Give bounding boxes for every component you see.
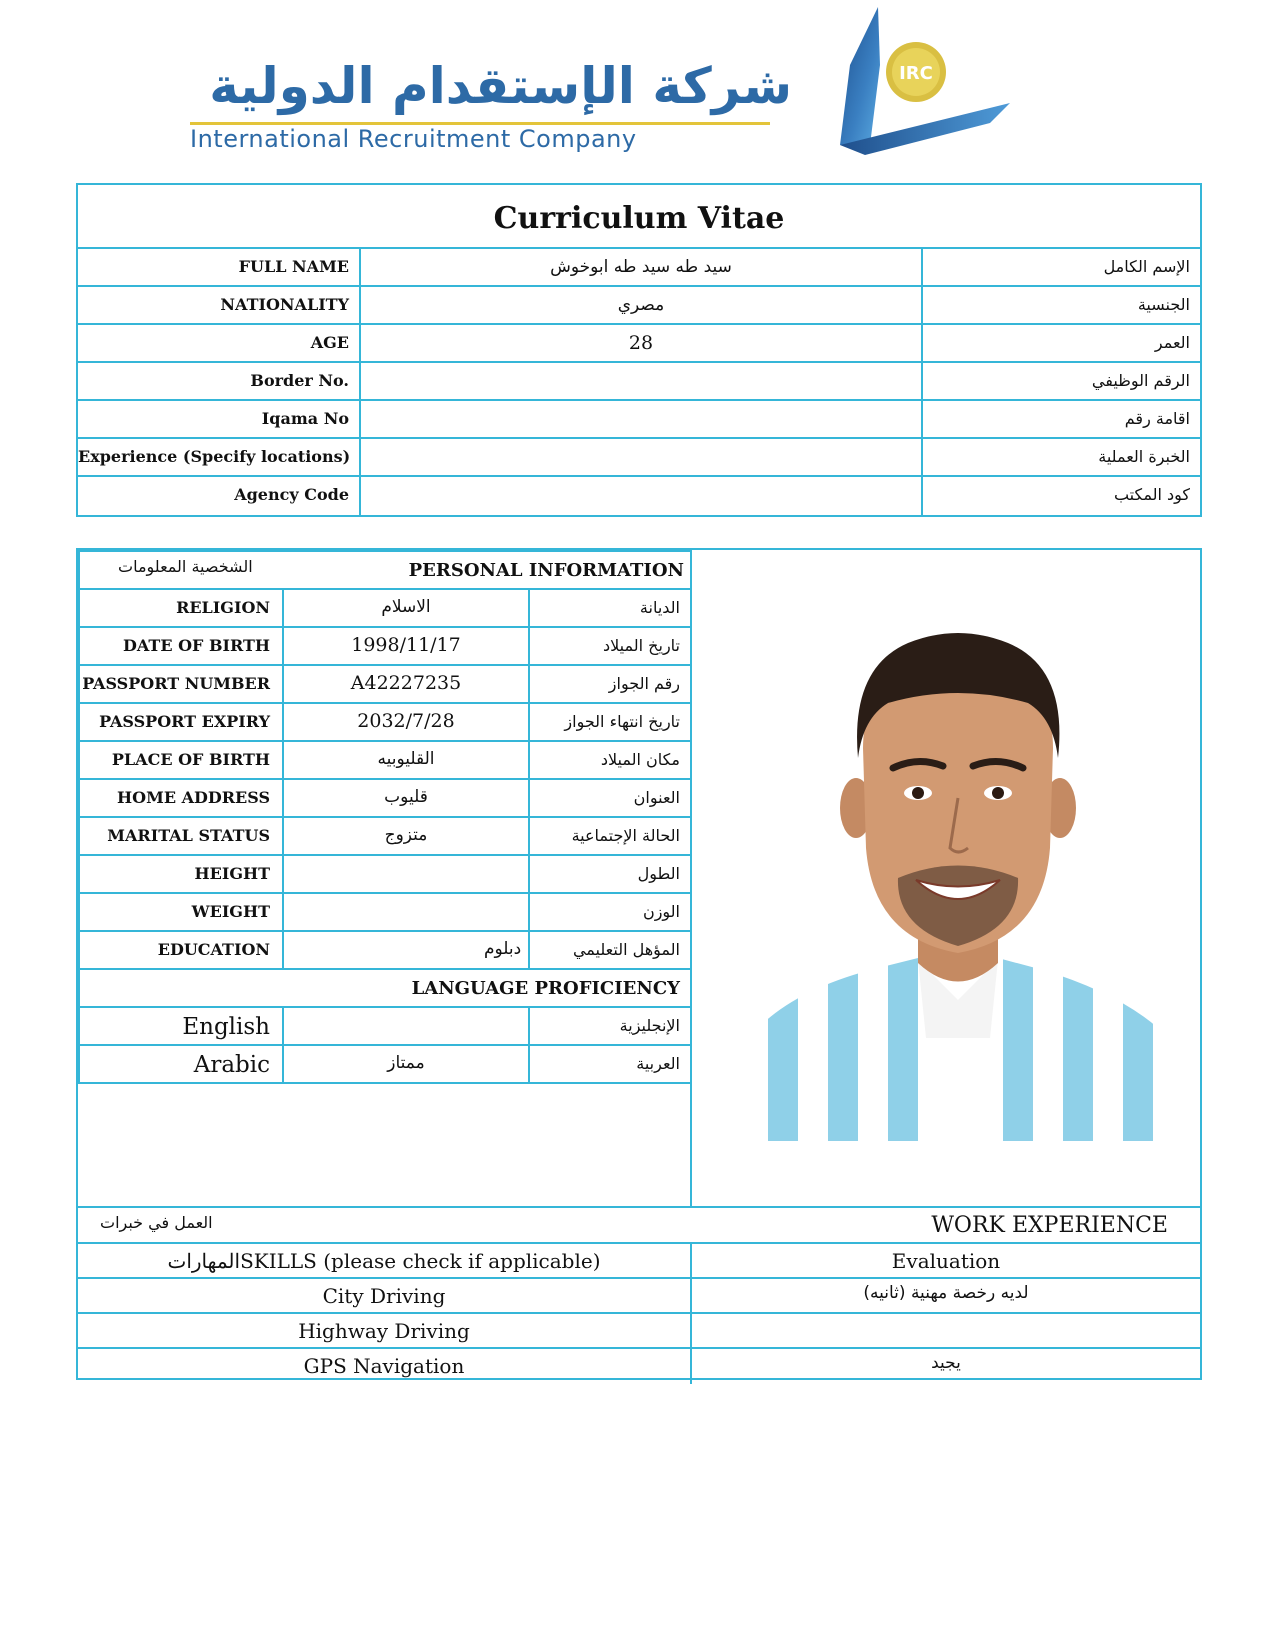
table-row xyxy=(78,1349,1200,1384)
row-value: القليوبيه xyxy=(284,742,530,778)
table-row xyxy=(78,856,690,894)
table-row xyxy=(78,704,690,742)
row-value: قليوب xyxy=(284,780,530,816)
language-level xyxy=(284,1008,530,1044)
applicant-photo xyxy=(758,608,1158,1141)
language-label-ar: الإنجليزية xyxy=(619,1016,680,1035)
row-value: سيد طه سيد طه ابوخوش xyxy=(361,249,923,285)
row-label-en: RELIGION xyxy=(80,590,284,626)
personal-info-section xyxy=(76,548,1202,1380)
row-value xyxy=(361,363,923,399)
row-label-en: Agency Code xyxy=(78,477,361,515)
personal-info-heading-ar: الشخصية المعلومات xyxy=(118,556,253,576)
row-label-ar: الرقم الوظيفي xyxy=(1091,371,1190,390)
work-experience-heading-en: WORK EXPERIENCE xyxy=(931,1212,1168,1238)
skill-evaluation xyxy=(692,1314,1200,1347)
row-value: 28 xyxy=(361,325,923,361)
row-label-ar: تاريخ انتهاء الجواز xyxy=(564,712,680,731)
language-proficiency-heading: LANGUAGE PROFICIENCY xyxy=(78,970,690,1008)
table-row xyxy=(78,628,690,666)
table-row xyxy=(78,287,1200,325)
row-label-ar: الطول xyxy=(637,864,680,883)
row-label-ar: المؤهل التعليمي xyxy=(572,940,680,959)
table-row xyxy=(78,401,1200,439)
row-label-ar: مكان الميلاد xyxy=(600,750,680,769)
row-value: 1998/11/17 xyxy=(284,628,530,664)
table-row xyxy=(78,932,690,970)
language-label-en: English xyxy=(80,1008,284,1044)
row-value xyxy=(361,401,923,437)
table-row xyxy=(78,742,690,780)
skill-evaluation: لديه رخصة مهنية (ثانيه) xyxy=(863,1283,1029,1303)
row-label-ar: العمر xyxy=(1154,333,1190,352)
table-row xyxy=(78,325,1200,363)
logo-english-text: International Recruitment Company xyxy=(190,125,637,153)
row-label-ar: الديانة xyxy=(639,598,680,617)
row-value xyxy=(361,477,923,515)
personal-info-header xyxy=(78,550,690,590)
row-value: دبلوم xyxy=(284,932,530,968)
table-row xyxy=(78,1046,690,1084)
row-label-ar: رقم الجواز xyxy=(608,674,680,693)
table-row xyxy=(78,666,690,704)
row-value xyxy=(284,894,530,930)
row-label-en: PASSPORT EXPIRY xyxy=(80,704,284,740)
row-label-en: MARITAL STATUS xyxy=(80,818,284,854)
irc-logo-mark xyxy=(820,5,1020,160)
row-label-en: PLACE OF BIRTH xyxy=(80,742,284,778)
table-row xyxy=(78,1008,690,1046)
skill-evaluation: يجيد xyxy=(931,1353,961,1373)
work-experience-header xyxy=(78,1206,1200,1244)
row-value: مصري xyxy=(361,287,923,323)
row-label-en: PASSPORT NUMBER xyxy=(80,666,284,702)
table-row xyxy=(78,477,1200,515)
row-label-en: Border No. xyxy=(78,363,361,399)
row-label-en: HEIGHT xyxy=(80,856,284,892)
row-label-ar: اقامة رقم xyxy=(1124,409,1190,428)
logo-mark-text: IRC xyxy=(899,63,933,84)
row-value xyxy=(284,856,530,892)
table-row xyxy=(78,249,1200,287)
language-label-ar: العربية xyxy=(636,1054,680,1073)
language-level: ممتاز xyxy=(284,1046,530,1082)
table-row xyxy=(78,439,1200,477)
row-label-ar: تاريخ الميلاد xyxy=(603,636,680,655)
logo-arabic-text: شركة الإستقدام الدولية xyxy=(209,57,792,115)
row-label-en: NATIONALITY xyxy=(78,287,361,323)
row-label-ar: الجنسية xyxy=(1137,295,1190,314)
row-label-ar: الوزن xyxy=(642,902,680,921)
table-row xyxy=(78,780,690,818)
company-logo xyxy=(180,5,1020,165)
work-experience-heading-ar: العمل في خبرات xyxy=(100,1212,213,1232)
row-label-en: EDUCATION xyxy=(80,932,284,968)
table-row xyxy=(78,363,1200,401)
skills-header-row xyxy=(78,1244,1200,1279)
personal-info-table xyxy=(78,550,692,1206)
evaluation-heading: Evaluation xyxy=(891,1249,1001,1273)
skill-name: Highway Driving xyxy=(78,1314,692,1347)
table-row xyxy=(78,590,690,628)
table-row xyxy=(78,818,690,856)
row-label-en: Iqama No xyxy=(78,401,361,437)
row-label-en: FULL NAME xyxy=(78,249,361,285)
skill-name: GPS Navigation xyxy=(78,1349,692,1384)
cv-title: Curriculum Vitae xyxy=(78,185,1200,249)
row-value: 2032/7/28 xyxy=(284,704,530,740)
row-label-en: AGE xyxy=(78,325,361,361)
row-label-en: WEIGHT xyxy=(80,894,284,930)
row-label-ar: الخبرة العملية xyxy=(1098,447,1190,466)
row-value: الاسلام xyxy=(284,590,530,626)
row-label-ar: الحالة الإجتماعية xyxy=(571,826,680,845)
row-label-en: DATE OF BIRTH xyxy=(80,628,284,664)
skills-heading: المهاراتSKILLS (please check if applicable) xyxy=(78,1244,692,1277)
table-row xyxy=(78,894,690,932)
personal-info-heading-en: PERSONAL INFORMATION xyxy=(408,559,684,581)
table-row xyxy=(78,1279,1200,1314)
row-value: متزوج xyxy=(284,818,530,854)
row-label-en: HOME ADDRESS xyxy=(80,780,284,816)
row-label-ar: العنوان xyxy=(633,788,680,807)
language-label-en: Arabic xyxy=(80,1046,284,1082)
row-value: A42227235 xyxy=(284,666,530,702)
row-label-en: Experience (Specify locations) xyxy=(78,439,361,475)
row-label-ar: الإسم الكامل xyxy=(1103,257,1190,276)
row-label-ar: كود المكتب xyxy=(1113,485,1190,504)
cv-summary-table xyxy=(76,183,1202,517)
row-value xyxy=(361,439,923,475)
skill-name: City Driving xyxy=(78,1279,692,1312)
table-row xyxy=(78,1314,1200,1349)
